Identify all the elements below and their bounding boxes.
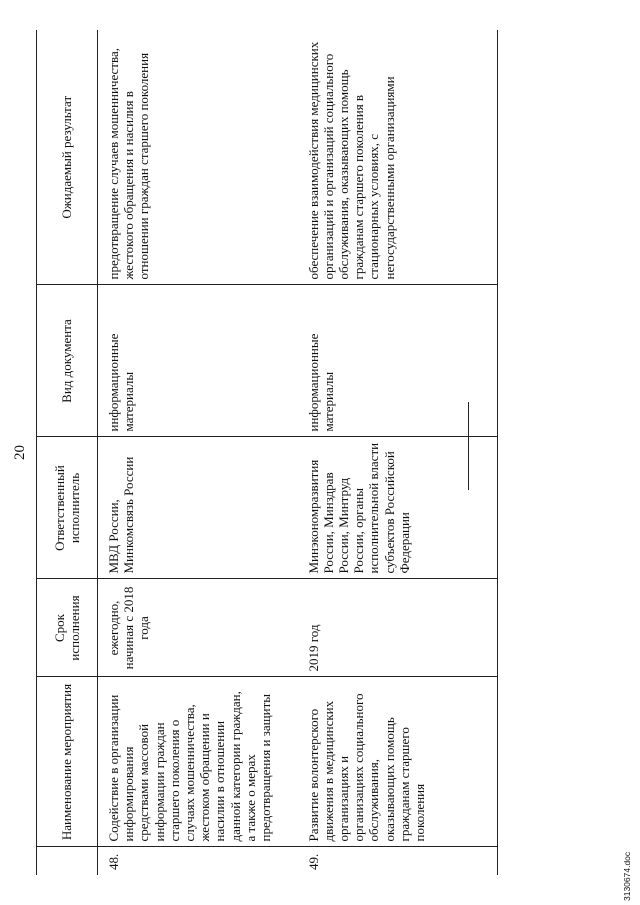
table-header-row: [37, 30, 98, 875]
header-name: Наименование мероприятия: [37, 677, 98, 847]
row-name: Развитие волонтерского движения в медицинских организациях и организациях социального обслуживания, оказывающих помощь гражданам старшего поколения: [298, 677, 498, 847]
row-result: обеспечение взаимодействия медицинских организаций и организаций социального обслуживания, оказывающих помощь гражданам старшего поколения в стационарных условиях, с негосударственными организациями: [298, 30, 498, 285]
row-doc-type: информационные материалы: [298, 285, 498, 437]
measures-table: [36, 30, 498, 875]
row-name: Содействие в организации информирования средствами массовой информации граждан старшего поколения о случаях мошенничества, жестоком обращении и насилии в отношении данной категории граждан, а также о мерах предотвращения и защиты: [98, 677, 298, 847]
row-executor: МВД России, Минкомсвязь России: [98, 437, 298, 579]
page-number: 20: [12, 445, 28, 460]
header-doc-type: Вид документа: [37, 285, 98, 437]
header-result: Ожидаемый результат: [37, 30, 98, 285]
file-id: 3130674.doc: [622, 851, 632, 901]
row-doc-type: информационные материалы: [98, 285, 298, 437]
header-executor: Ответственный исполнитель: [37, 437, 98, 579]
row-term: 2019 год: [298, 579, 498, 677]
row-number: 48.: [106, 853, 121, 870]
row-term: ежегодно, начиная с 2018 года: [98, 579, 298, 677]
header-term: Срок исполнения: [37, 579, 98, 677]
table-row: [98, 30, 298, 875]
row-executor: Минэкономразвития России, Минздрав России, Минтруд России, органы исполнительной власти субъектов Российской Федерации: [298, 437, 498, 579]
row-result: предотвращение случаев мошенничества, жестокого обращения и насилия в отношении граждан старшего поколения: [98, 30, 298, 285]
header-number: [37, 847, 98, 875]
row-number: 49.: [298, 847, 498, 875]
separator-line: [468, 402, 469, 490]
